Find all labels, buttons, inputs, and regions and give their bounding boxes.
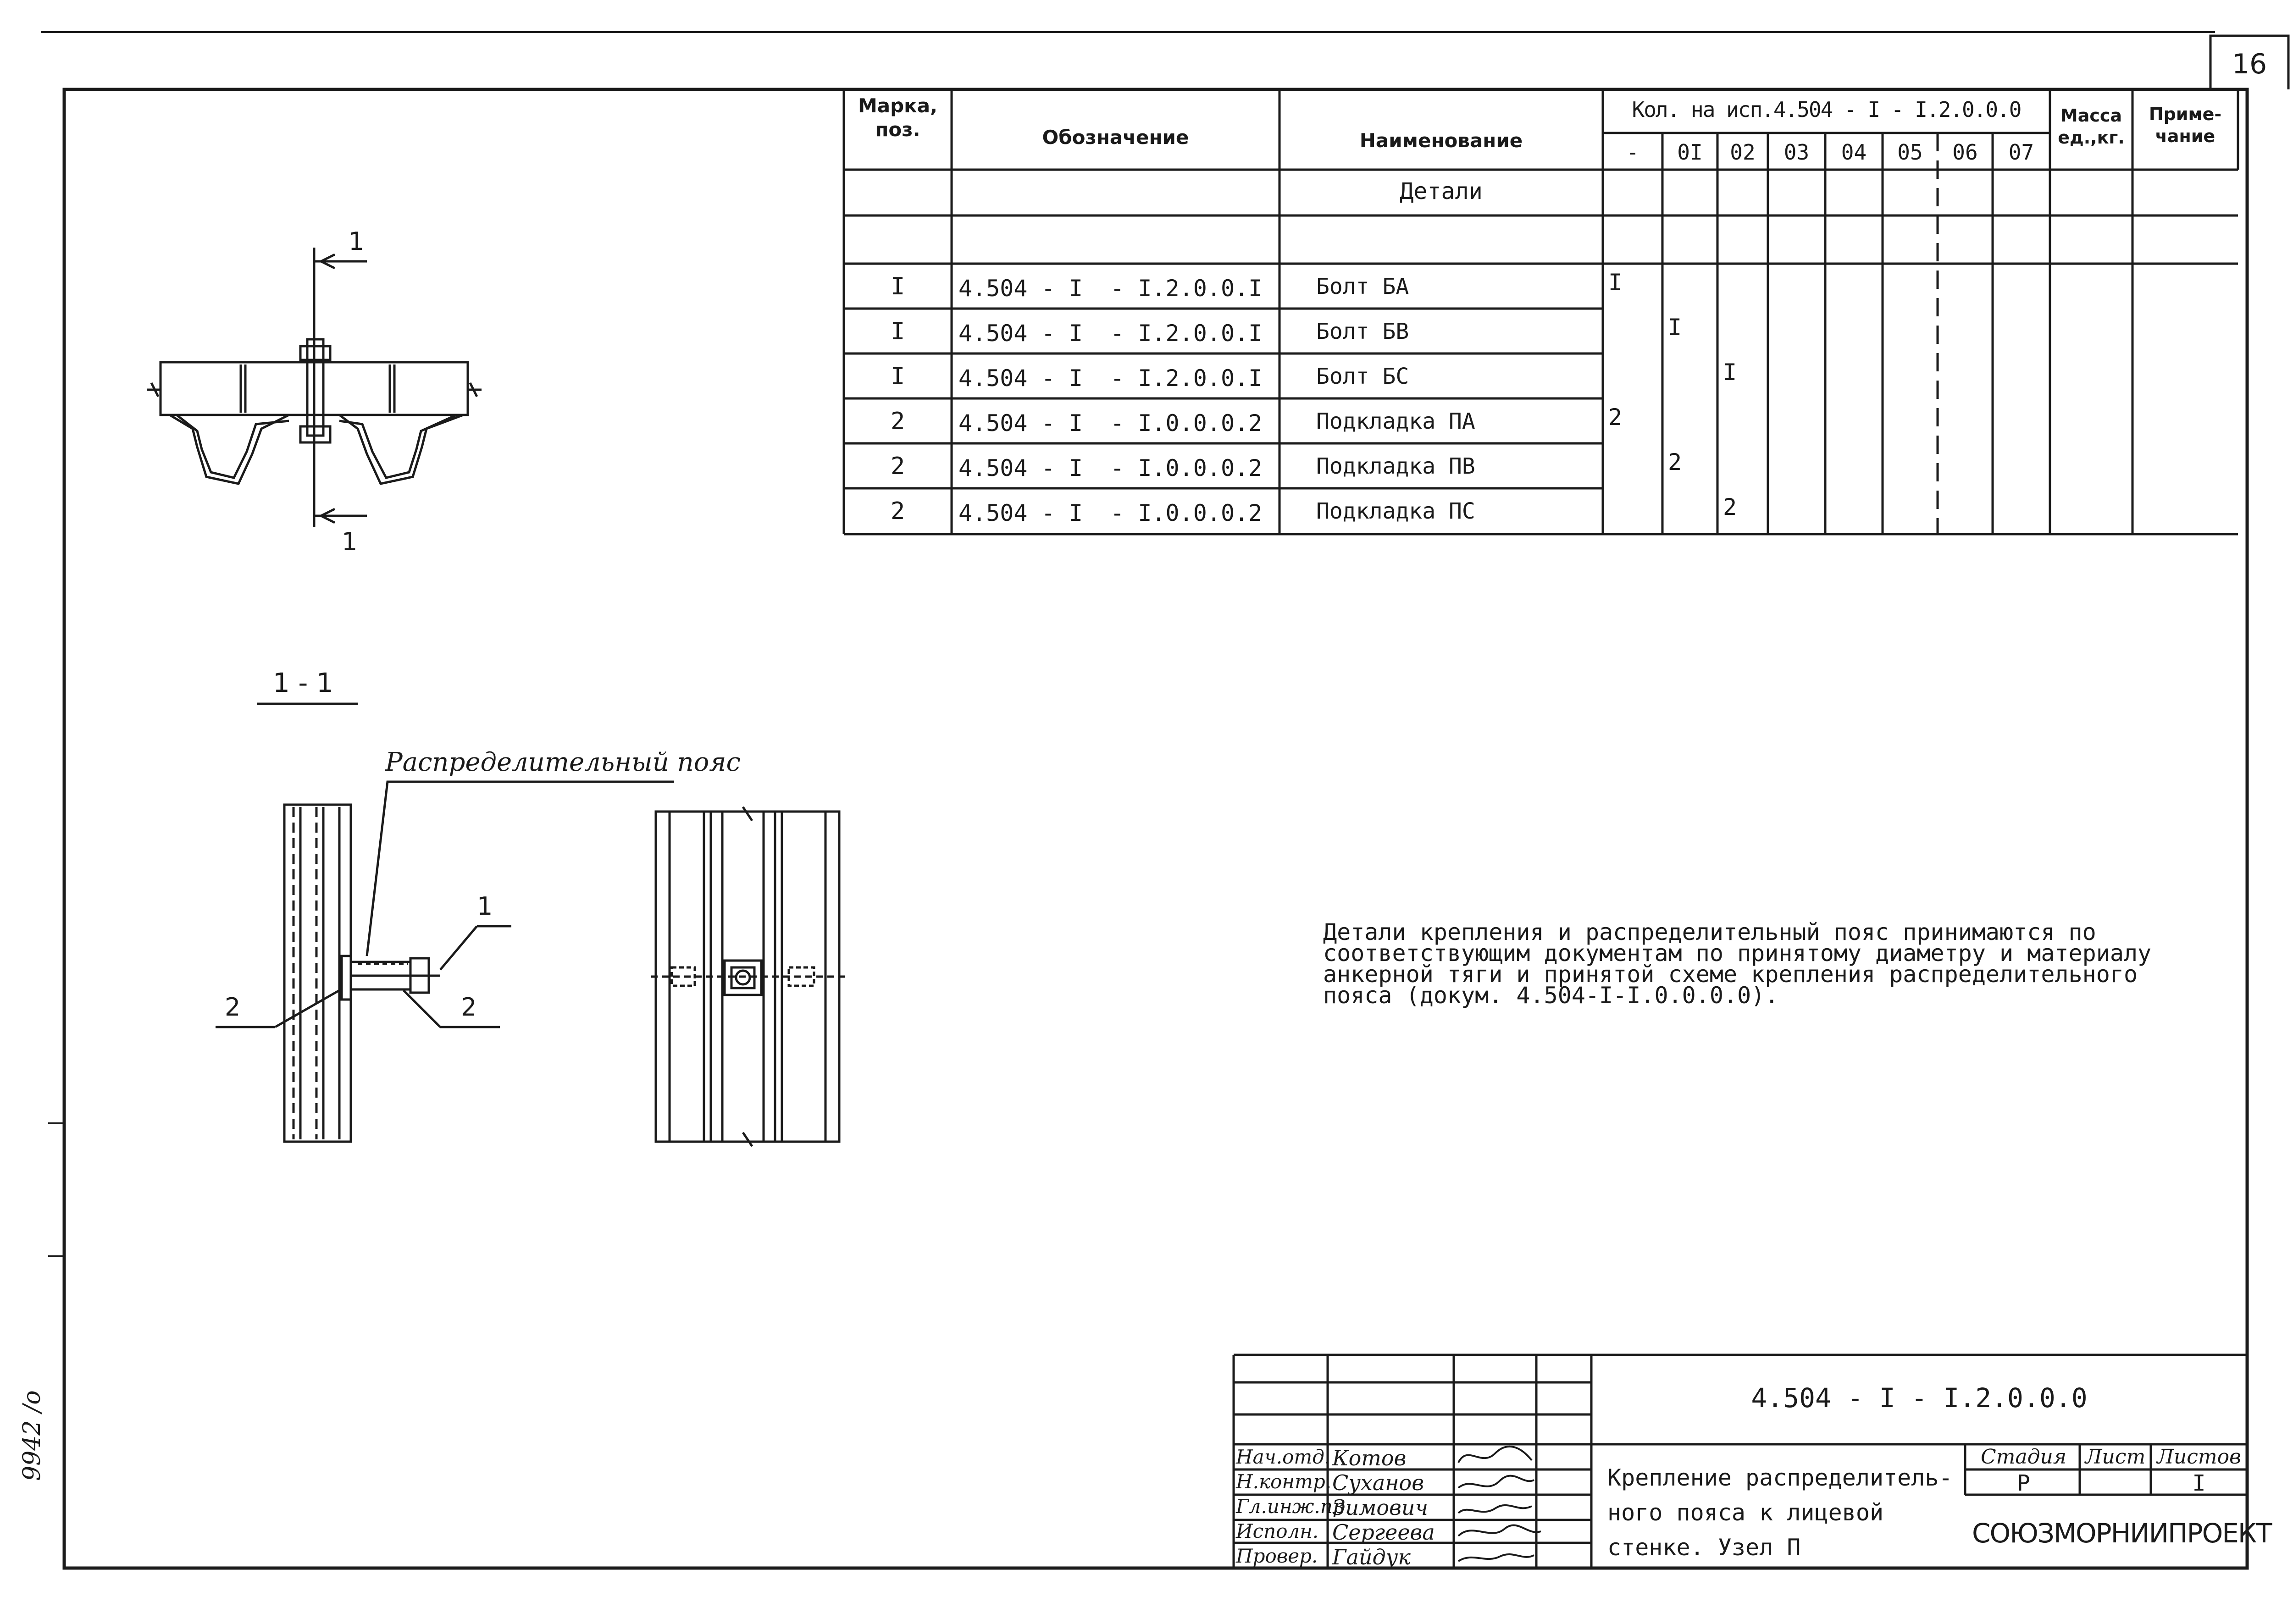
variant-col-1: 0I — [1677, 140, 1703, 165]
note-line-4: пояса (докум. 4.504-I-I.0.0.0.0). — [1323, 982, 1779, 1009]
row-qty: 2 — [1608, 404, 1623, 431]
stage-label: Стадия — [1981, 1445, 2066, 1469]
variant-col-3: 03 — [1783, 140, 1810, 165]
row-designation: 4.504 - I - I.0.0.0.2 — [958, 500, 1263, 526]
cut-mark-bottom: 1 — [342, 527, 358, 556]
note-line-3: анкерной тяги и принятой схеме крепления распределительного — [1323, 961, 2138, 988]
stage-value: Р — [2017, 1470, 2030, 1496]
title-line-2: ного пояса к лицевой — [1607, 1499, 1884, 1526]
row-name: Болт БВ — [1316, 319, 1409, 344]
signer-role: Гл.инж.пр. — [1236, 1495, 1351, 1518]
row-qty: 2 — [1723, 494, 1737, 520]
signer-role: Нач.отд. — [1236, 1446, 1331, 1468]
row-qty: I — [1608, 269, 1623, 296]
note-line-1: Детали крепления и распределительный пояс принимаются по — [1323, 919, 2096, 945]
organization: СОЮЗМОРНИИПРОЕКТ — [1972, 1518, 2271, 1549]
row-mark: I — [890, 318, 905, 345]
header-mass — [2050, 105, 2132, 149]
sheets-label: Листов — [2157, 1445, 2241, 1469]
position-1-label: 1 — [477, 892, 493, 921]
row-name: Подкладка ПС — [1316, 498, 1475, 524]
variant-col-6: 06 — [1952, 140, 1978, 165]
sheet-number: 16 — [2232, 48, 2267, 80]
row-mark: 2 — [890, 453, 905, 480]
header-mark-label: Марка, поз. — [858, 94, 937, 141]
header-qty-group: Кол. на исп.4.504 - I - I.2.0.0.0 — [1632, 97, 2021, 122]
section-title: Детали — [1400, 178, 1483, 204]
row-designation: 4.504 - I - I.0.0.0.2 — [958, 455, 1263, 481]
header-note-label: Приме- чание — [2149, 104, 2222, 146]
header-name: Наименование — [1359, 129, 1523, 152]
row-designation: 4.504 - I - I.2.0.0.I — [958, 320, 1263, 347]
belt-elevation-drawing — [651, 807, 848, 1146]
signer-name: Сергеева — [1332, 1520, 1435, 1545]
doc-code: 4.504 - I - I.2.0.0.0 — [1751, 1382, 2088, 1414]
variant-col-4: 04 — [1841, 140, 1867, 165]
row-designation: 4.504 - I - I.2.0.0.I — [958, 275, 1263, 302]
header-mark — [844, 94, 952, 142]
row-name: Подкладка ПВ — [1316, 453, 1475, 479]
row-name: Подкладка ПА — [1316, 409, 1475, 434]
row-designation: 4.504 - I - I.0.0.0.2 — [958, 410, 1263, 436]
row-designation: 4.504 - I - I.2.0.0.I — [958, 365, 1263, 392]
signer-name: Гайдук — [1332, 1545, 1411, 1569]
drawing-title — [1607, 1460, 1953, 1565]
signer-role: Н.контр. — [1236, 1470, 1332, 1493]
title-line-1: Крепление распределитель- — [1607, 1464, 1953, 1491]
row-name: Болт БА — [1316, 274, 1409, 299]
note-line-2: соответствующим документам по принятому диаметру и материалу — [1323, 940, 2152, 967]
drawing-frame — [64, 89, 2271, 1568]
sheets-value: I — [2192, 1470, 2206, 1496]
header-note — [2135, 103, 2236, 147]
margin-stamp: 9942 /о — [18, 1390, 46, 1481]
row-qty: I — [1668, 314, 1682, 341]
row-name: Болт БС — [1316, 364, 1409, 389]
row-mark: I — [890, 363, 905, 390]
signer-name: Суханов — [1332, 1470, 1424, 1495]
row-mark: I — [890, 273, 905, 300]
node-plan-drawing — [147, 248, 482, 527]
signer-name: Зимович — [1332, 1495, 1429, 1520]
variant-col-2: 02 — [1730, 140, 1756, 165]
row-mark: 2 — [890, 408, 905, 435]
header-designation: Обозначение — [1042, 126, 1189, 149]
signer-name: Котов — [1332, 1446, 1407, 1470]
position-2-left-label: 2 — [225, 993, 241, 1022]
row-qty: 2 — [1668, 449, 1682, 475]
signer-role: Исполн. — [1236, 1520, 1319, 1542]
variant-col-5: 05 — [1897, 140, 1923, 165]
section-label: 1 - 1 — [273, 667, 333, 698]
variant-col-0: - — [1626, 140, 1639, 165]
row-qty: I — [1723, 359, 1737, 386]
title-line-3: стенке. Узел П — [1607, 1534, 1801, 1561]
position-2-right-label: 2 — [461, 993, 477, 1022]
variant-col-7: 07 — [2008, 140, 2034, 165]
signer-role: Провер. — [1236, 1545, 1318, 1567]
belt-callout: Распределительный пояс — [385, 747, 741, 777]
header-mass-label: Масса ед.,кг. — [2058, 105, 2125, 148]
cut-mark-top: 1 — [349, 227, 365, 256]
note-text — [1323, 919, 2152, 1009]
row-mark: 2 — [890, 497, 905, 525]
sheet-label: Лист — [2085, 1445, 2146, 1469]
